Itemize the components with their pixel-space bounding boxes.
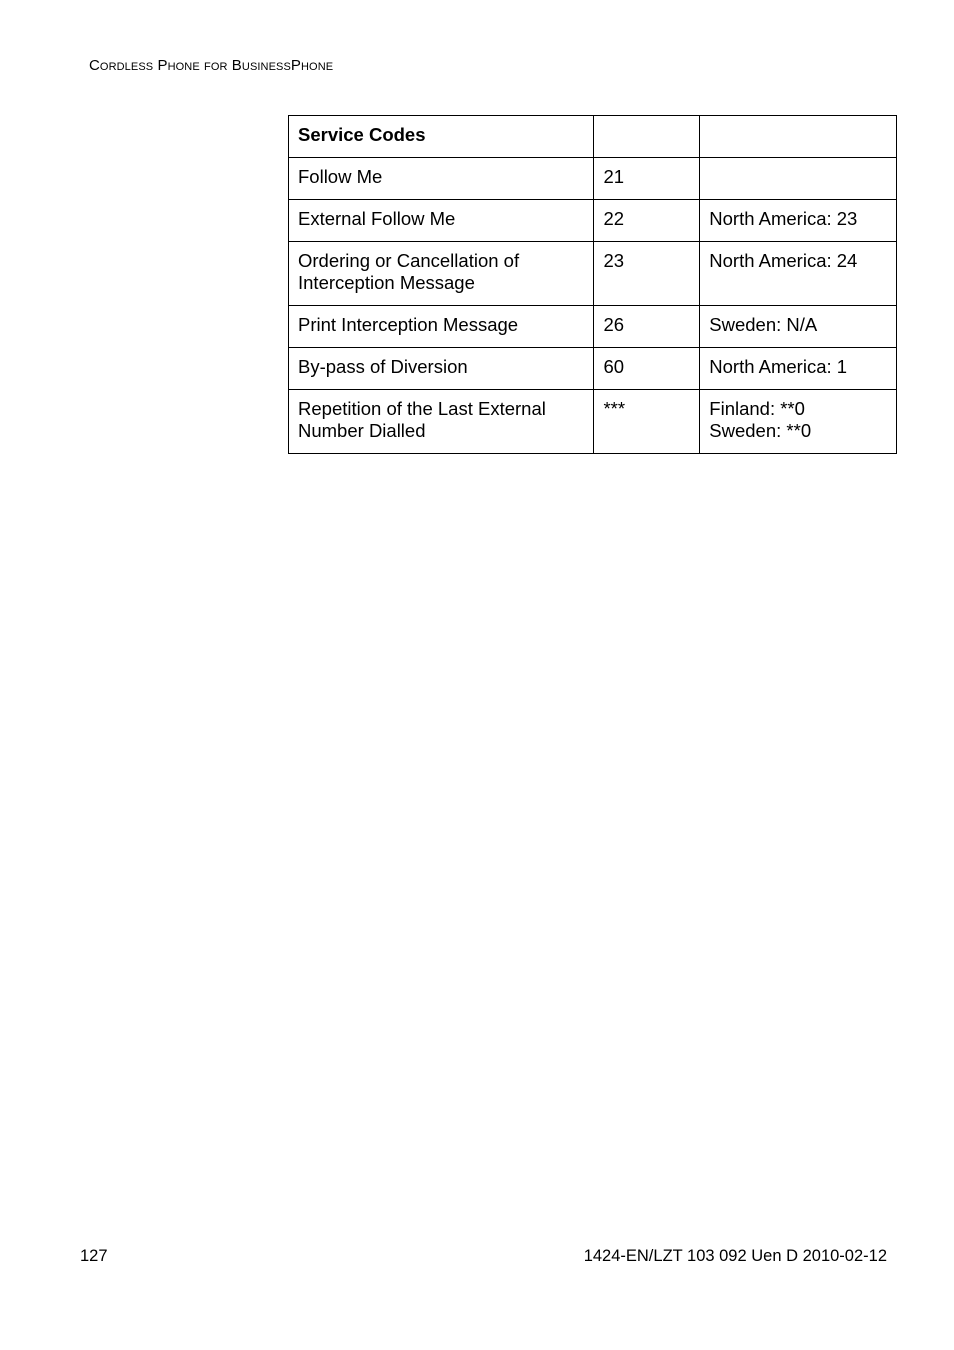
service-name-cell: Repetition of the Last External Number Dialled bbox=[289, 390, 594, 454]
service-name-cell: By-pass of Diversion bbox=[289, 348, 594, 390]
table-row bbox=[289, 348, 897, 390]
service-code-cell: 60 bbox=[594, 348, 700, 390]
service-code-cell: *** bbox=[594, 390, 700, 454]
service-note-cell: Sweden: N/A bbox=[700, 306, 897, 348]
service-codes-table bbox=[288, 115, 897, 454]
service-note-cell: North America: 1 bbox=[700, 348, 897, 390]
running-header bbox=[89, 57, 333, 74]
running-header-text: Cordless Phone for BusinessPhone bbox=[89, 57, 334, 74]
service-name-cell: Ordering or Cancellation of Interception Message bbox=[289, 242, 594, 306]
table-row bbox=[289, 306, 897, 348]
table-header-cell bbox=[594, 116, 700, 158]
table-header-cell bbox=[700, 116, 897, 158]
table-row bbox=[289, 158, 897, 200]
service-code-cell: 23 bbox=[594, 242, 700, 306]
table-row bbox=[289, 200, 897, 242]
service-name-cell: Print Interception Message bbox=[289, 306, 594, 348]
page-number: 127 bbox=[80, 1247, 108, 1265]
service-name-cell: Follow Me bbox=[289, 158, 594, 200]
service-note-cell: Finland: **0 Sweden: **0 bbox=[700, 390, 897, 454]
service-note-cell: North America: 23 bbox=[700, 200, 897, 242]
table-row bbox=[289, 242, 897, 306]
table-header-row bbox=[289, 116, 897, 158]
document-id: 1424-EN/LZT 103 092 Uen D 2010-02-12 bbox=[583, 1247, 887, 1265]
service-note-cell bbox=[700, 158, 897, 200]
service-code-cell: 26 bbox=[594, 306, 700, 348]
service-code-cell: 22 bbox=[594, 200, 700, 242]
service-code-cell: 21 bbox=[594, 158, 700, 200]
service-note-cell: North America: 24 bbox=[700, 242, 897, 306]
table-row bbox=[289, 390, 897, 454]
table-header-cell: Service Codes bbox=[289, 116, 594, 158]
service-name-cell: External Follow Me bbox=[289, 200, 594, 242]
